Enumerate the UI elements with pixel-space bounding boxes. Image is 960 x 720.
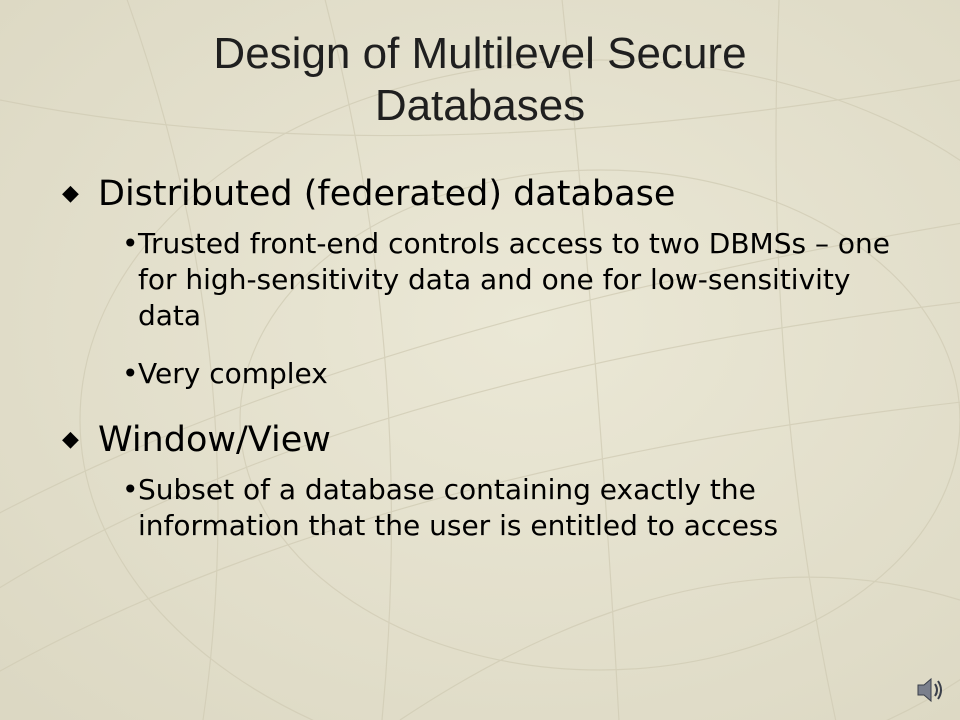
sub-bullet-subset xyxy=(60,472,898,544)
page-title xyxy=(0,28,960,132)
sub-bullet-trusted-front-end xyxy=(60,226,898,334)
bullet-distributed-database xyxy=(60,172,920,216)
title-line-2: Databases xyxy=(374,81,586,130)
bullet-label: Distributed (federated) database xyxy=(98,174,676,214)
dot-bullet-icon: • xyxy=(122,473,139,506)
diamond-bullet-icon: ◆ xyxy=(62,181,79,206)
sub-bullet-very-complex xyxy=(60,356,898,392)
speaker-icon[interactable] xyxy=(912,672,948,708)
sub-bullet-text: Trusted front-end controls access to two DBMSs – one for high-sensitivity data and one for low-sensitivity data xyxy=(138,227,890,332)
sub-bullet-text: Very complex xyxy=(138,357,328,390)
diamond-bullet-icon: ◆ xyxy=(62,427,79,452)
bullet-window-view xyxy=(60,418,920,462)
slide-body xyxy=(60,172,920,566)
title-line-1: Design of Multilevel Secure xyxy=(213,29,747,78)
dot-bullet-icon: • xyxy=(122,227,139,260)
bullet-label: Window/View xyxy=(98,420,331,460)
sub-bullet-text: Subset of a database containing exactly the information that the user is entitled to access xyxy=(138,473,779,542)
dot-bullet-icon: • xyxy=(122,357,139,390)
